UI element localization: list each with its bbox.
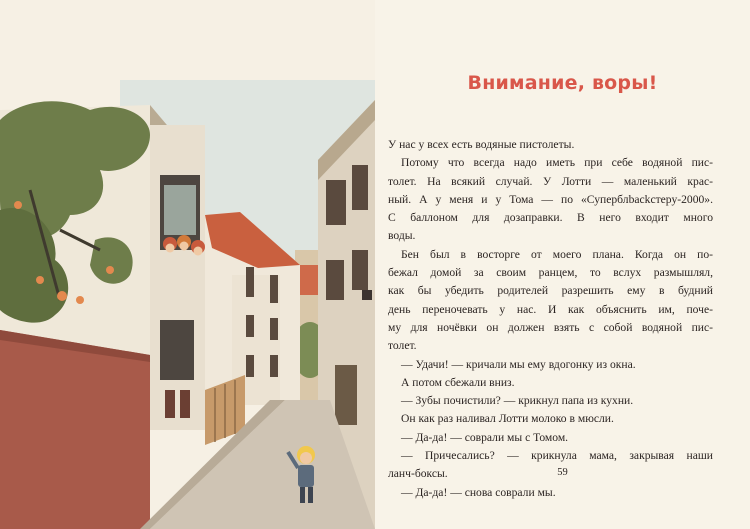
text-line: — Да-да! — соврали мы с Томом. [401, 430, 569, 444]
text-line: как бы убедить родителей разрешить ему в будний [388, 284, 713, 298]
text-line: Бен был в восторге от моего плана. Когда он по- [401, 247, 713, 261]
text-line: — Удачи! — кричали мы ему вдогонку из окна. [401, 357, 636, 371]
chapter-body-text [388, 136, 713, 502]
text-line: Потому что всегда надо иметь при себе водяной пис- [401, 156, 713, 170]
text-line: Он как раз наливал Лотти молоко в мюсли. [401, 412, 614, 426]
page-number: 59 [557, 467, 568, 478]
text-line: — Да-да! — снова соврали мы. [401, 485, 556, 499]
garden-wall-icon [0, 330, 150, 529]
text-line: бежал домой за своим ранцем, то вслух размышлял, [388, 266, 713, 280]
text-page [375, 0, 750, 529]
text-line: му для ночёвки он должен взять с собой водяной пис- [388, 320, 713, 334]
text-line: толет. [388, 339, 417, 353]
text-line: ланч-боксы. [388, 467, 448, 481]
text-line: — Причесались? — крикнула мама, закрывая наши [401, 449, 713, 463]
chapter-title: Внимание, воры! [467, 72, 658, 94]
text-line: С баллоном для дозаправки. В него входит много [388, 211, 713, 225]
text-line: У нас у всех есть водяные пистолеты. [388, 138, 575, 151]
text-line: толет. На всякий случай. У Лотти — маленький крас- [388, 174, 713, 188]
text-line: день переночевать у нас. И как объяснить им, поче- [388, 302, 713, 316]
text-line: — Зубы почистили? — крикнул папа из кухни. [401, 394, 634, 408]
text-line: А потом сбежали вниз. [401, 375, 515, 389]
text-line: ный. А у меня и у Тома — по «Суперблbackстеру-2000». [388, 192, 713, 206]
text-line: воды. [388, 229, 416, 243]
